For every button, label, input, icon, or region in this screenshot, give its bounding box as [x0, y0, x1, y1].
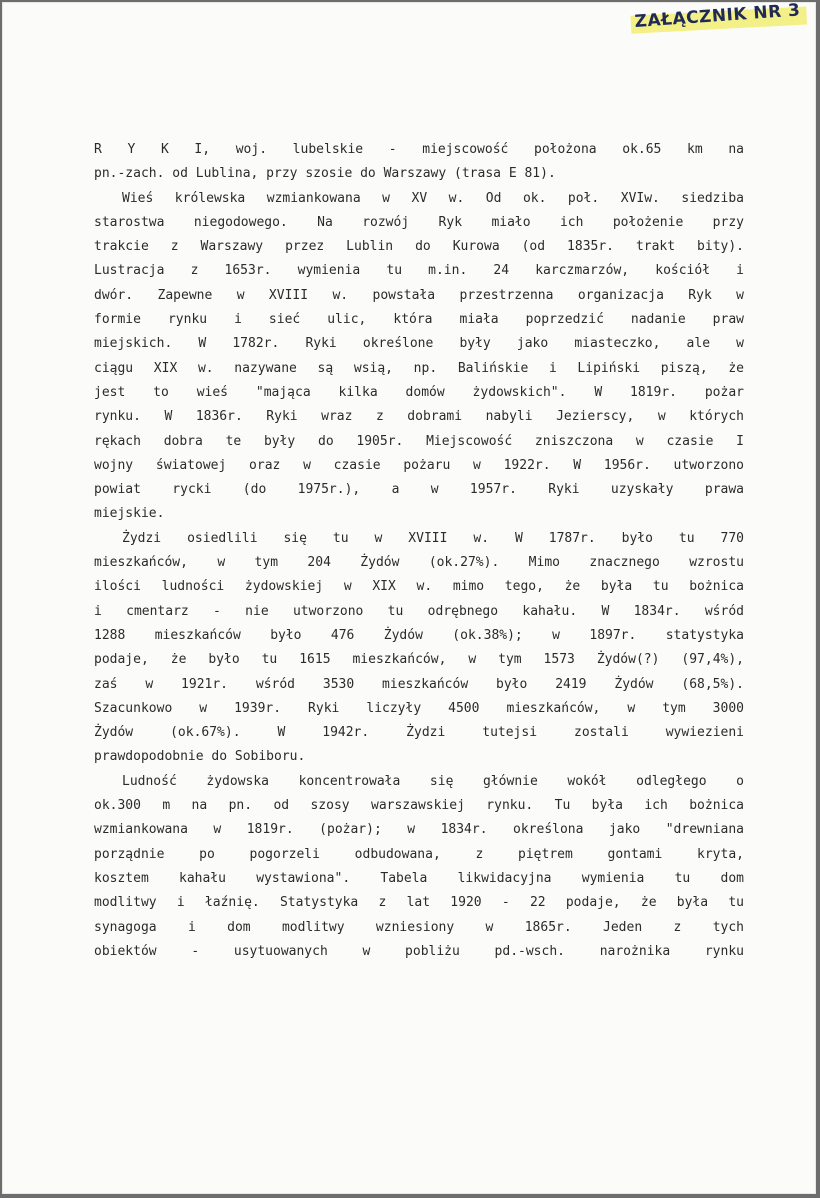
text-line: formie rynku i sieć ulic, która miała poprzedzić nadanie praw [94, 312, 744, 328]
text-line: wojny światowej oraz w czasie pożaru w 1922r. W 1956r. utworzono [94, 457, 744, 473]
text-line: rynku. W 1836r. Ryki wraz z dobrami nabyli Jezierscy, w których [94, 409, 744, 425]
text-line: prawdopodobnie do Sobiboru. [94, 749, 306, 765]
text-line: starostwa niegodowego. Na rozwój Ryk miało ich położenie przy [94, 214, 744, 230]
document-page [2, 2, 816, 1194]
paragraph [94, 187, 744, 527]
text-line: Lustracja z 1653r. wymienia tu m.in. 24 karczmarzów, kościół i [94, 263, 744, 279]
text-line: mieszkańców, w tym 204 Żydów (ok.27%). Mimo znacznego wzrostu [94, 555, 744, 571]
text-line: kosztem kahału wystawiona". Tabela likwidacyjna wymienia tu dom [94, 870, 744, 886]
text-line: Ludność żydowska koncentrowała się głównie wokół odległego o [122, 773, 744, 789]
text-line: obiektów - usytuowanych w pobliżu pd.-wsch. narożnika rynku [94, 943, 744, 959]
annotation-text: ZAŁĄCZNIK NR 3 [634, 0, 802, 32]
text-line: miejskie. [94, 506, 165, 522]
text-line: synagoga i dom modlitwy wzniesiony w 1865r. Jeden z tych [94, 919, 744, 935]
text-line: podaje, że było tu 1615 mieszkańców, w tym 1573 Żydów(?) (97,4%), [94, 652, 744, 668]
text-line: 1288 mieszkańców było 476 Żydów (ok.38%); w 1897r. statystyka [94, 627, 744, 643]
paragraph [94, 527, 744, 770]
text-line: ciągu XIX w. nazywane są wsią, np. Balińskie i Lipiński piszą, że [94, 360, 744, 376]
text-line: jest to wieś "mająca kilka domów żydowskich". W 1819r. pożar [94, 384, 744, 400]
text-line: rękach dobra te były do 1905r. Miejscowość zniszczona w czasie I [94, 433, 744, 449]
text-line: zaś w 1921r. wśród 3530 mieszkańców było 2419 Żydów (68,5%). [94, 676, 744, 692]
text-line: i cmentarz - nie utworzono tu odrębnego kahału. W 1834r. wśród [94, 603, 744, 619]
text-line: trakcie z Warszawy przez Lublin do Kurowa (od 1835r. trakt bity). [94, 239, 744, 255]
text-line: miejskich. W 1782r. Ryki określone były jako miasteczko, ale w [94, 336, 744, 352]
text-line: porządnie po pogorzeli odbudowana, z piętrem gontami kryta, [94, 846, 744, 862]
text-line: powiat rycki (do 1975r.), a w 1957r. Ryki uzyskały prawa [94, 482, 744, 498]
handwritten-annotation [634, 0, 801, 32]
text-line: Wieś królewska wzmiankowana w XV w. Od ok. poł. XVIw. siedziba [122, 190, 744, 206]
text-line: Żydów (ok.67%). W 1942r. Żydzi tutejsi zostali wywiezieni [94, 725, 744, 741]
text-line: modlitwy i łaźnię. Statystyka z lat 1920 - 22 podaje, że była tu [94, 895, 744, 911]
paragraph [94, 770, 744, 964]
text-line: ok.300 m na pn. od szosy warszawskiej rynku. Tu była ich bożnica [94, 798, 744, 814]
text-line: R Y K I, woj. lubelskie - miejscowość położona ok.65 km na [94, 142, 744, 157]
text-line: Żydzi osiedlili się tu w XVIII w. W 1787r. było tu 770 [122, 530, 744, 546]
text-line: pn.-zach. od Lublina, przy szosie do Warszawy (trasa E 81). [94, 166, 556, 182]
text-line: wzmiankowana w 1819r. (pożar); w 1834r. określona jako "drewniana [94, 822, 744, 838]
paragraph [94, 138, 744, 187]
text-line: ilości ludności żydowskiej w XIX w. mimo tego, że była tu bożnica [94, 579, 744, 595]
document-body [94, 138, 744, 964]
text-line: Szacunkowo w 1939r. Ryki liczyły 4500 mieszkańców, w tym 3000 [94, 700, 744, 716]
text-line: dwór. Zapewne w XVIII w. powstała przestrzenna organizacja Ryk w [94, 287, 744, 303]
